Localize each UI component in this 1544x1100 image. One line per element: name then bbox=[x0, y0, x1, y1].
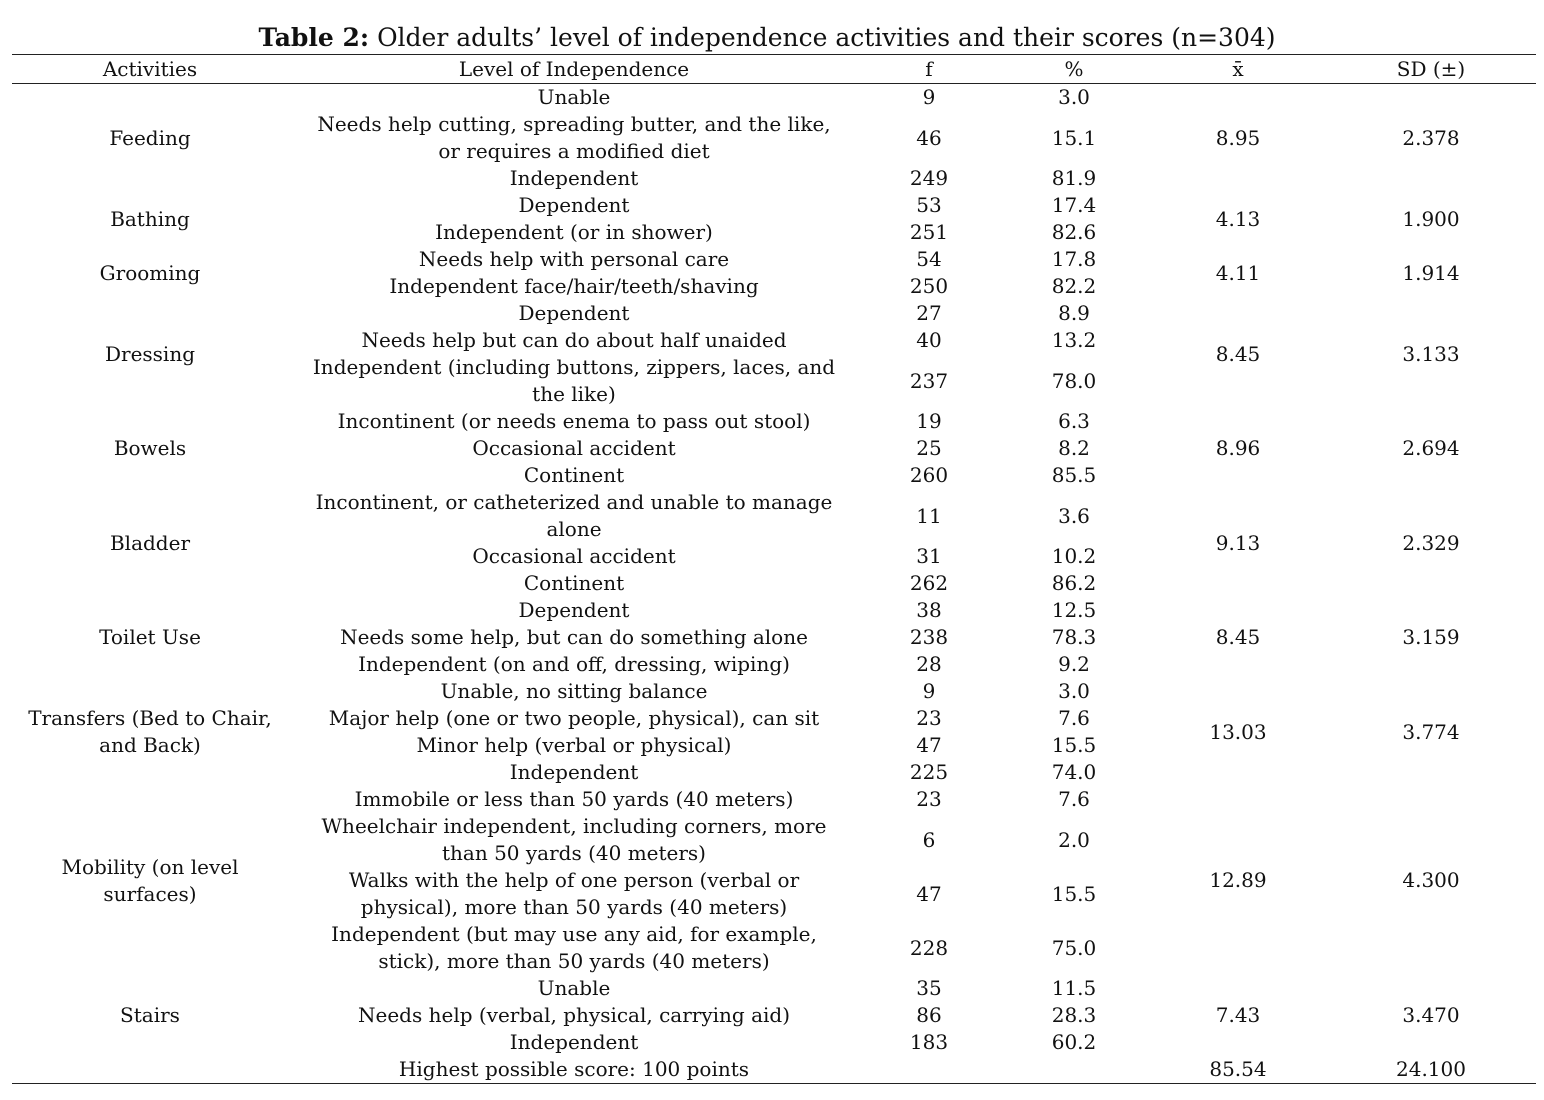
percent-value: 12.5 bbox=[1051, 598, 1097, 622]
percent-value: 3.6 bbox=[1058, 503, 1090, 528]
activity-name: Feeding bbox=[109, 125, 191, 150]
percent-value: 78.3 bbox=[1051, 625, 1097, 649]
frequency-value: 11 bbox=[916, 503, 942, 528]
activity-name: Dressing bbox=[104, 341, 196, 366]
level-label: Needs help (verbal, physical, carrying aid) bbox=[358, 1003, 790, 1027]
level-label: Unable bbox=[537, 976, 611, 1000]
level-label: Independent face/hair/teeth/shaving bbox=[389, 274, 759, 298]
level-label: Immobile or less than 50 yards (40 meters) bbox=[354, 787, 794, 811]
level-label: Unable bbox=[537, 85, 611, 109]
mean-value: 4.11 bbox=[1215, 260, 1261, 285]
frequency-value: 53 bbox=[916, 193, 942, 217]
frequency-value: 47 bbox=[916, 733, 942, 757]
table-row bbox=[12, 246, 1536, 273]
sd-value: 1.914 bbox=[1402, 260, 1460, 285]
level-label: Needs help cutting, spreading butter, and the like, or requires a modified diet bbox=[317, 112, 831, 163]
frequency-value: 6 bbox=[922, 827, 936, 852]
level-label: Needs some help, but can do something alone bbox=[340, 625, 808, 649]
frequency-value: 38 bbox=[916, 598, 942, 622]
level-label: Dependent bbox=[518, 193, 630, 217]
activity-name: Bathing bbox=[110, 206, 190, 231]
percent-value: 28.3 bbox=[1051, 1003, 1097, 1027]
table-row bbox=[12, 192, 1536, 219]
frequency-value: 228 bbox=[909, 935, 949, 960]
percent-value: 13.2 bbox=[1051, 328, 1097, 352]
percent-value: 10.2 bbox=[1051, 544, 1097, 568]
sd-value: 3.774 bbox=[1402, 719, 1460, 744]
mean-value: 8.95 bbox=[1215, 125, 1261, 150]
table-row bbox=[12, 786, 1536, 813]
percent-value: 2.0 bbox=[1058, 827, 1090, 852]
frequency-value: 35 bbox=[916, 976, 942, 1000]
percent-value: 7.6 bbox=[1058, 706, 1090, 730]
level-label: Independent bbox=[509, 760, 639, 784]
percent-value: 6.3 bbox=[1058, 409, 1090, 433]
level-label: Walks with the help of one person (verbal or physical), more than 50 yards (40 meters) bbox=[348, 868, 800, 919]
header-mean: x̄ bbox=[1232, 56, 1244, 81]
sd-value: 3.470 bbox=[1402, 1003, 1460, 1027]
header-level: Level of Independence bbox=[458, 56, 690, 81]
table-row bbox=[12, 300, 1536, 327]
percent-value: 82.2 bbox=[1051, 274, 1097, 298]
frequency-value: 238 bbox=[909, 625, 949, 649]
percent-value: 3.0 bbox=[1058, 85, 1090, 109]
activity-name: Transfers (Bed to Chair, and Back) bbox=[28, 706, 272, 757]
sd-value: 4.300 bbox=[1402, 868, 1460, 892]
mean-value: 8.45 bbox=[1215, 341, 1261, 366]
sd-value: 3.133 bbox=[1402, 341, 1460, 366]
sd-value: 2.694 bbox=[1402, 436, 1460, 460]
frequency-value: 9 bbox=[922, 85, 936, 109]
mean-value: 7.43 bbox=[1215, 1003, 1261, 1027]
mean-value: 9.13 bbox=[1215, 530, 1261, 555]
percent-value: 9.2 bbox=[1058, 652, 1090, 676]
caption-label: Table 2: bbox=[258, 23, 370, 52]
mean-value: 4.13 bbox=[1215, 206, 1261, 231]
level-label: Continent bbox=[523, 571, 625, 595]
percent-value: 8.2 bbox=[1058, 436, 1090, 460]
activity-name: Grooming bbox=[99, 260, 201, 285]
sd-value: 2.329 bbox=[1402, 530, 1460, 555]
percent-value: 8.9 bbox=[1058, 301, 1090, 325]
level-label: Occasional accident bbox=[472, 436, 676, 460]
percent-value: 81.9 bbox=[1051, 166, 1097, 190]
frequency-value: 237 bbox=[909, 368, 949, 393]
level-label: Independent (or in shower) bbox=[435, 220, 713, 244]
level-label: Incontinent (or needs enema to pass out stool) bbox=[337, 409, 811, 433]
header-row bbox=[12, 55, 1536, 84]
sd-value: 2.378 bbox=[1402, 125, 1460, 150]
frequency-value: 225 bbox=[909, 760, 949, 784]
level-label: Independent bbox=[509, 1030, 639, 1054]
level-label: Minor help (verbal or physical) bbox=[416, 733, 732, 757]
frequency-value: 262 bbox=[909, 571, 949, 595]
frequency-value: 86 bbox=[916, 1003, 942, 1027]
caption-text: Older adults’ level of independence activities and their scores (n=304) bbox=[377, 23, 1276, 52]
frequency-value: 183 bbox=[909, 1030, 949, 1054]
level-label: Needs help with personal care bbox=[418, 247, 730, 271]
total-percent-empty bbox=[998, 1056, 1150, 1084]
frequency-value: 23 bbox=[916, 787, 942, 811]
level-label: Independent (including buttons, zippers, laces, and the like) bbox=[312, 355, 836, 406]
total-sd: 24.100 bbox=[1396, 1057, 1466, 1081]
frequency-value: 40 bbox=[916, 328, 942, 352]
mean-value: 13.03 bbox=[1209, 719, 1267, 744]
frequency-value: 28 bbox=[916, 652, 942, 676]
percent-value: 15.5 bbox=[1051, 733, 1097, 757]
total-row bbox=[12, 1056, 1536, 1084]
table-row bbox=[12, 678, 1536, 705]
total-frequency-empty bbox=[860, 1056, 998, 1084]
frequency-value: 249 bbox=[909, 166, 949, 190]
activity-name: Stairs bbox=[120, 1003, 180, 1027]
table-row bbox=[12, 84, 1536, 112]
percent-value: 15.5 bbox=[1051, 881, 1097, 906]
percent-value: 3.0 bbox=[1058, 679, 1090, 703]
percent-value: 75.0 bbox=[1051, 935, 1097, 960]
mean-value: 12.89 bbox=[1209, 868, 1267, 892]
total-mean: 85.54 bbox=[1209, 1057, 1267, 1081]
table-row bbox=[12, 489, 1536, 543]
header-frequency: f bbox=[925, 56, 933, 81]
table-body bbox=[12, 84, 1536, 1084]
activity-name: Bladder bbox=[109, 530, 191, 555]
header-activities: Activities bbox=[102, 56, 198, 81]
total-empty-cell bbox=[12, 1056, 288, 1084]
percent-value: 74.0 bbox=[1051, 760, 1097, 784]
percent-value: 17.4 bbox=[1051, 193, 1097, 217]
level-label: Independent bbox=[509, 166, 639, 190]
header-percent: % bbox=[1064, 56, 1084, 81]
frequency-value: 23 bbox=[916, 706, 942, 730]
activity-name: Bowels bbox=[113, 436, 187, 460]
level-label: Dependent bbox=[518, 301, 630, 325]
frequency-value: 46 bbox=[916, 125, 942, 150]
frequency-value: 251 bbox=[909, 220, 949, 244]
frequency-value: 260 bbox=[909, 463, 949, 487]
table-row bbox=[12, 975, 1536, 1002]
percent-value: 17.8 bbox=[1051, 247, 1097, 271]
level-label: Independent (on and off, dressing, wiping) bbox=[358, 652, 790, 676]
mean-value: 8.96 bbox=[1215, 436, 1261, 460]
level-label: Wheelchair independent, including corners, more than 50 yards (40 meters) bbox=[321, 814, 827, 865]
percent-value: 7.6 bbox=[1058, 787, 1090, 811]
header-sd: SD (±) bbox=[1396, 56, 1466, 81]
table-container bbox=[12, 22, 1536, 1084]
mean-value: 8.45 bbox=[1215, 625, 1261, 649]
sd-value: 1.900 bbox=[1402, 206, 1460, 231]
percent-value: 60.2 bbox=[1051, 1030, 1097, 1054]
activity-name: Toilet Use bbox=[99, 625, 201, 649]
sd-value: 3.159 bbox=[1402, 625, 1460, 649]
percent-value: 85.5 bbox=[1051, 463, 1097, 487]
level-label: Major help (one or two people, physical), can sit bbox=[328, 706, 820, 730]
frequency-value: 25 bbox=[916, 436, 942, 460]
frequency-value: 47 bbox=[916, 881, 942, 906]
level-label: Occasional accident bbox=[472, 544, 676, 568]
percent-value: 11.5 bbox=[1051, 976, 1097, 1000]
frequency-value: 250 bbox=[909, 274, 949, 298]
level-label: Incontinent, or catheterized and unable to manage alone bbox=[315, 490, 833, 541]
percent-value: 86.2 bbox=[1051, 571, 1097, 595]
table-caption bbox=[0, 22, 1536, 54]
frequency-value: 31 bbox=[916, 544, 942, 568]
level-label: Independent (but may use any aid, for example, stick), more than 50 yards (40 meters) bbox=[331, 922, 817, 973]
total-label: Highest possible score: 100 points bbox=[398, 1057, 750, 1081]
frequency-value: 54 bbox=[916, 247, 942, 271]
level-label: Dependent bbox=[518, 598, 630, 622]
level-label: Continent bbox=[523, 463, 625, 487]
level-label: Needs help but can do about half unaided bbox=[361, 328, 787, 352]
level-label: Unable, no sitting balance bbox=[440, 679, 708, 703]
frequency-value: 27 bbox=[916, 301, 942, 325]
percent-value: 78.0 bbox=[1051, 368, 1097, 393]
percent-value: 82.6 bbox=[1051, 220, 1097, 244]
activity-name: Mobility (on level surfaces) bbox=[61, 854, 239, 906]
table-row bbox=[12, 597, 1536, 624]
percent-value: 15.1 bbox=[1051, 125, 1097, 150]
frequency-value: 19 bbox=[916, 409, 942, 433]
frequency-value: 9 bbox=[922, 679, 936, 703]
independence-table bbox=[12, 54, 1536, 1084]
table-row bbox=[12, 408, 1536, 435]
